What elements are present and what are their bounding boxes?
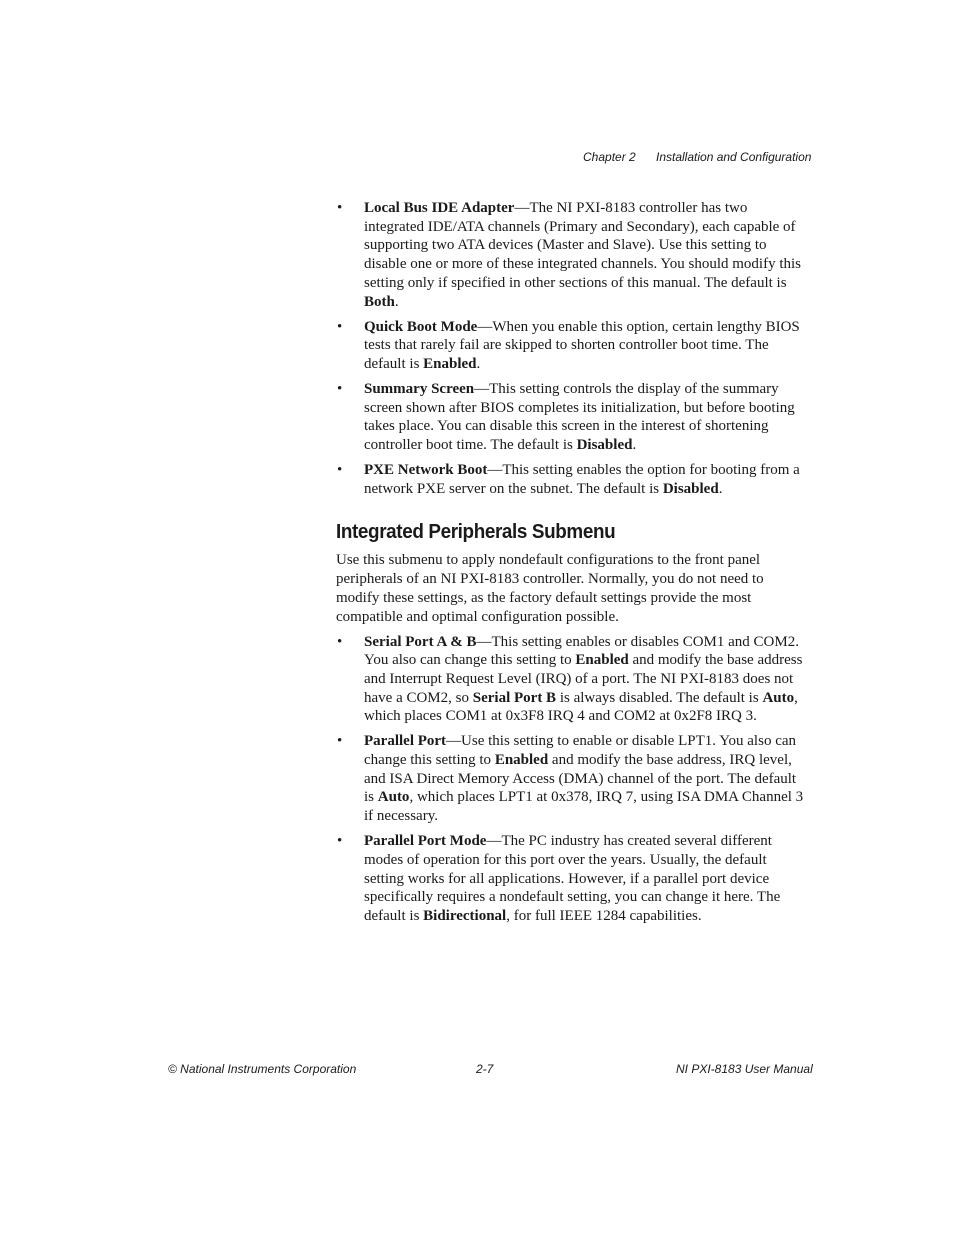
section-heading: Integrated Peripherals Submenu [336, 520, 616, 544]
punctuation: . [632, 437, 637, 454]
description: , which places COM1 at 0x3F8 IRQ 4 and COM2 at 0x2F8 IRQ 3. [364, 689, 798, 725]
description: , for full IEEE 1284 capabilities. [506, 907, 702, 924]
punctuation: . [394, 293, 399, 310]
list-item-pxe-boot [336, 461, 804, 498]
bold-value: Enabled [575, 652, 629, 669]
section-intro: Use this submenu to apply nondefault configurations to the front panel peripherals of an NI PXI-8183 controller. Normally, you do not need to modify these settings, as the factory default settings provide the most compatible and optimal configuration possible. [336, 552, 764, 625]
default-value: Disabled [576, 437, 633, 454]
bold-value: Enabled [494, 752, 549, 769]
term: Parallel Port Mode [364, 833, 487, 850]
description: —This setting enables the option for booting from a network PXE server on the subnet. The default is [364, 462, 800, 497]
description: —The PC industry has created several different modes of operation for this port over the years. Usually, the default setting works for all applications. However, if a parallel port device specifically requires a nondefault setting, you can change it here. The default is [364, 833, 781, 924]
description: and modify the base address, IRQ level, and ISA Direct Memory Access (DMA) channel of the port. The default is [364, 752, 797, 806]
default-value: Auto [762, 689, 795, 706]
list-item-parallel-port [336, 732, 804, 826]
term: Summary Screen [364, 380, 475, 397]
punctuation: . [476, 355, 481, 372]
description: —This setting controls the display of the summary screen shown after BIOS completes its initialization, but before booting takes place. You can disable this screen in the interest of shortening controller boot time. The default is [364, 380, 795, 454]
default-value: Disabled [662, 480, 719, 497]
bold-value: Serial Port B [472, 689, 557, 706]
settings-list-peripherals [336, 633, 804, 926]
list-item-local-bus-ide [336, 199, 804, 311]
term: Quick Boot Mode [364, 318, 478, 335]
settings-list-top [336, 199, 804, 498]
footer-page-number: 2-7 [476, 1062, 494, 1076]
term: PXE Network Boot [364, 462, 488, 479]
footer-manual-title: NI PXI-8183 User Manual [676, 1062, 813, 1076]
term: Local Bus IDE Adapter [364, 200, 515, 216]
description: , which places LPT1 at 0x378, IRQ 7, using ISA DMA Channel 3 if necessary. [364, 789, 804, 825]
list-item-parallel-port-mode [336, 832, 804, 926]
default-value: Bidirectional [423, 907, 507, 924]
header-section-title: Installation and Configuration [656, 150, 812, 164]
punctuation: . [718, 480, 723, 497]
default-value: Auto [377, 789, 410, 806]
term: Serial Port A & B [364, 633, 477, 650]
description: is always disabled. The default is [556, 689, 763, 706]
list-item-summary-screen [336, 380, 804, 455]
description: —This setting enables or disables COM1 and COM2. You also can change this setting to [364, 633, 799, 669]
default-value: Both [364, 293, 395, 310]
footer-copyright: © National Instruments Corporation [168, 1062, 357, 1076]
list-item-quick-boot [336, 318, 804, 374]
description: and modify the base address and Interrupt Request Level (IRQ) of a port. The NI PXI-8183 does not have a COM2, so [364, 652, 803, 706]
list-item-serial-port [336, 633, 804, 727]
description: —Use this setting to enable or disable LPT1. You also can change this setting to [364, 733, 797, 769]
page-content [336, 199, 804, 932]
description: —When you enable this option, certain lengthy BIOS tests that rarely fail are skipped to shorten controller boot time. The default is [364, 318, 800, 372]
default-value: Enabled [423, 355, 477, 372]
header-chapter: Chapter 2 [583, 150, 636, 164]
term: Parallel Port [364, 733, 447, 750]
description: —The NI PXI-8183 controller has two integrated IDE/ATA channels (Primary and Secondary), each capable of supporting two ATA devices (Master and Slave). Use this setting to disable one or more of these integrated channels. You should modify this setting only if specified in other sections of this manual. The default is [364, 200, 802, 291]
